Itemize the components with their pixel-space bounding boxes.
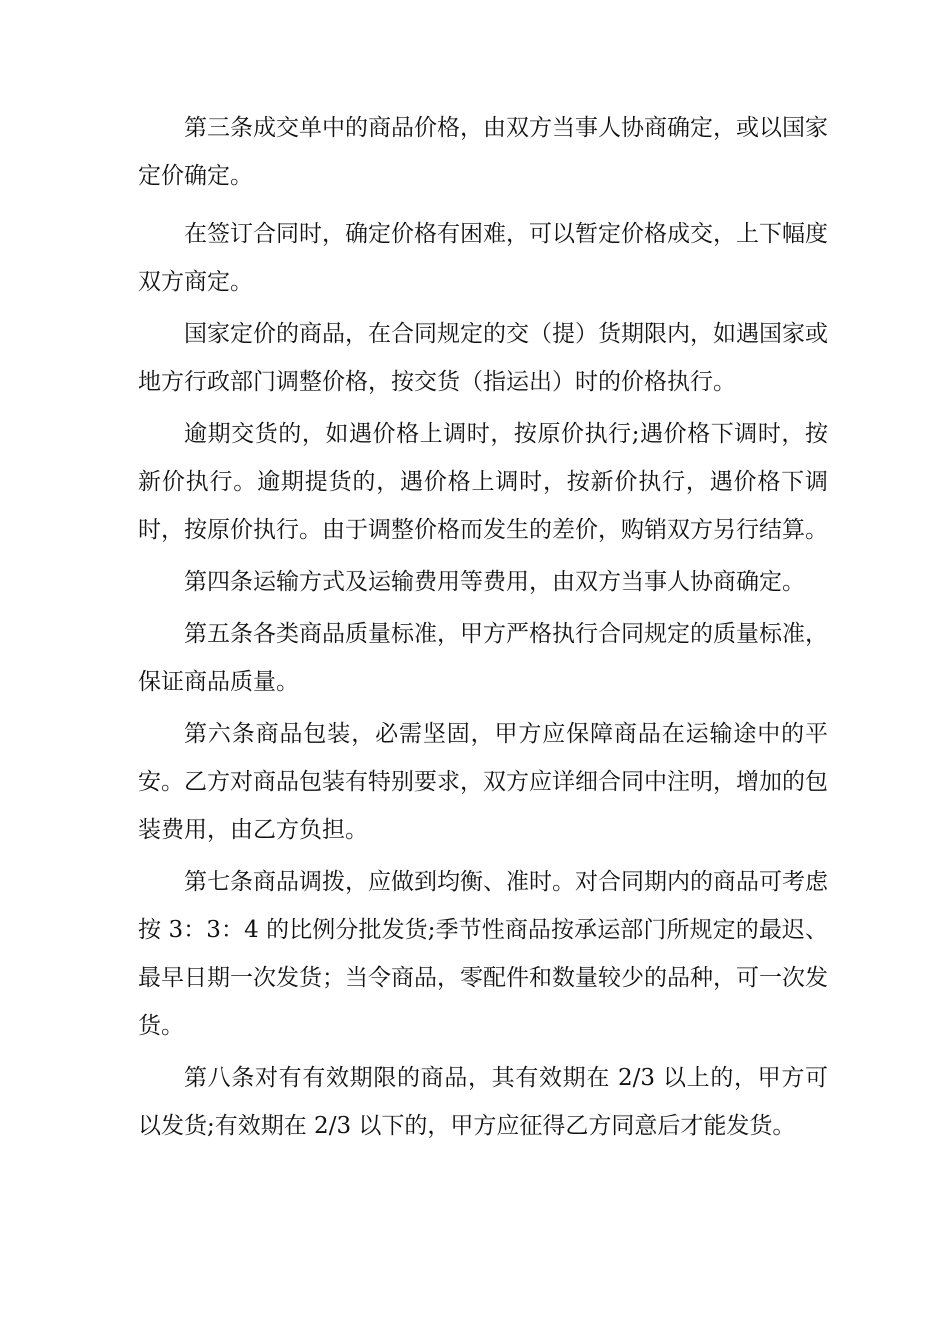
paragraph-price-negotiation: 在签订合同时，确定价格有困难，可以暂定价格成交，上下幅度双方商定。	[138, 221, 828, 295]
paragraph-state-pricing: 国家定价的商品，在合同规定的交（提）货期限内，如遇国家或 地方行政部门调整价格，按交货（指运出）时的价格执行。	[138, 321, 828, 395]
paragraph-overdue-delivery: 逾期交货的，如遇价格上调时，按原价执行;遇价格下调时，按新价执行。逾期提货的，遇价格上调时，按新价执行，遇价格下调时，按原价执行。由于调整价格而发生的差价，购销双方另行结算。	[138, 421, 828, 543]
paragraph-article-6: 第六条商品包装，必需坚固，甲方应保障商品在运输途中的平安。乙方对商品包装有特别要求，双方应详细合同中注明，增加的包装费用，由乙方负担。	[138, 721, 828, 843]
paragraph-article-5: 第五条各类商品质量标准，甲方严格执行合同规定的质量标准， 保证商品质量。	[138, 621, 828, 695]
paragraph-article-4: 第四条运输方式及运输费用等费用，由双方当事人协商确定。	[184, 569, 805, 595]
paragraph-article-8: 第八条对有有效期限的商品，其有效期在 2/3 以上的，甲方可以发货;有效期在 2/3 以下的，甲方应征得乙方同意后才能发货。	[138, 1065, 828, 1139]
paragraph-article-7: 第七条商品调拨，应做到均衡、准时。对合同期内的商品可考虑按 3：3：4 的比例分批发货;季节性商品按承运部门所规定的最迟、最早日期一次发货；当令商品，零配件和数量较少的品种，可一次发货。	[138, 869, 828, 1039]
paragraph-article-3: 第三条成交单中的商品价格，由双方当事人协商确定，或以国家定价确定。	[138, 115, 828, 189]
document-body	[138, 104, 828, 1150]
